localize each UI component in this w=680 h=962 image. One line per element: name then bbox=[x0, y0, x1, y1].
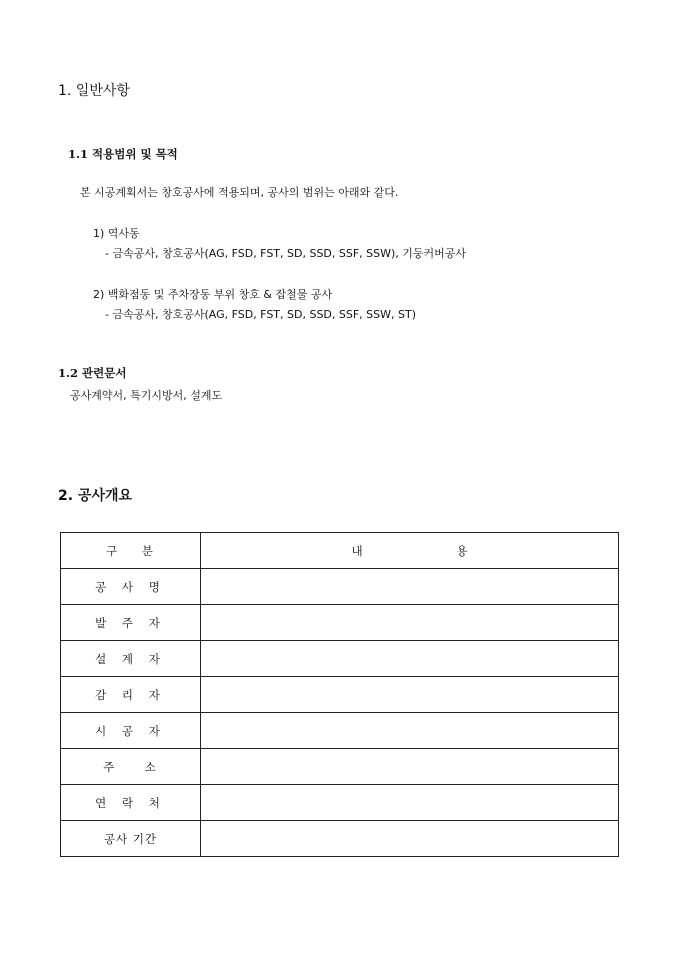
section2-title: 2. 공사개요 bbox=[58, 488, 133, 504]
section1-title: 1. 일반사항 bbox=[58, 83, 130, 99]
row-value-contractor bbox=[201, 713, 619, 749]
row-label-period: 공사 기간 bbox=[61, 821, 201, 857]
scope-item-1-detail: - 금속공사, 창호공사(AG, FSD, FST, SD, SSD, SSF, SSW), 기둥커버공사 bbox=[105, 247, 467, 260]
header-content bbox=[201, 533, 619, 569]
section1-1-intro: 본 시공계획서는 창호공사에 적용되며, 공사의 범위는 아래와 같다. bbox=[80, 186, 399, 199]
row-value-supervisor bbox=[201, 677, 619, 713]
row-label-client: 발 주 자 bbox=[61, 605, 201, 641]
row-label-project-name: 공 사 명 bbox=[61, 569, 201, 605]
section1-1-title: 1.1 적용범위 및 목적 bbox=[68, 147, 178, 161]
table-row bbox=[61, 713, 619, 749]
row-value-address bbox=[201, 749, 619, 785]
row-label-address: 주 소 bbox=[61, 749, 201, 785]
table-row bbox=[61, 569, 619, 605]
section1-2-title: 1.2 관련문서 bbox=[58, 366, 127, 380]
table-row bbox=[61, 749, 619, 785]
table-row bbox=[61, 821, 619, 857]
row-value-period bbox=[201, 821, 619, 857]
scope-item-2-label: 2) 백화점동 및 주차장동 부위 창호 & 잡철물 공사 bbox=[93, 288, 333, 301]
header-content-char-2: 용 bbox=[456, 543, 468, 558]
row-value-client bbox=[201, 605, 619, 641]
table-row bbox=[61, 677, 619, 713]
table-row bbox=[61, 641, 619, 677]
table-header-row bbox=[61, 533, 619, 569]
table-row bbox=[61, 605, 619, 641]
project-overview-table bbox=[60, 532, 619, 857]
row-label-designer: 설 계 자 bbox=[61, 641, 201, 677]
section1-2-text: 공사계약서, 특기시방서, 설계도 bbox=[70, 389, 223, 402]
scope-item-1-label: 1) 역사동 bbox=[93, 227, 140, 240]
scope-item-2-detail: - 금속공사, 창호공사(AG, FSD, FST, SD, SSD, SSF, SSW, ST) bbox=[105, 308, 417, 321]
row-value-project-name bbox=[201, 569, 619, 605]
row-label-contractor: 시 공 자 bbox=[61, 713, 201, 749]
row-label-contact: 연 락 처 bbox=[61, 785, 201, 821]
header-category: 구 분 bbox=[61, 533, 201, 569]
row-label-supervisor: 감 리 자 bbox=[61, 677, 201, 713]
row-value-contact bbox=[201, 785, 619, 821]
table-row bbox=[61, 785, 619, 821]
row-value-designer bbox=[201, 641, 619, 677]
header-content-char-1: 내 bbox=[351, 543, 363, 558]
